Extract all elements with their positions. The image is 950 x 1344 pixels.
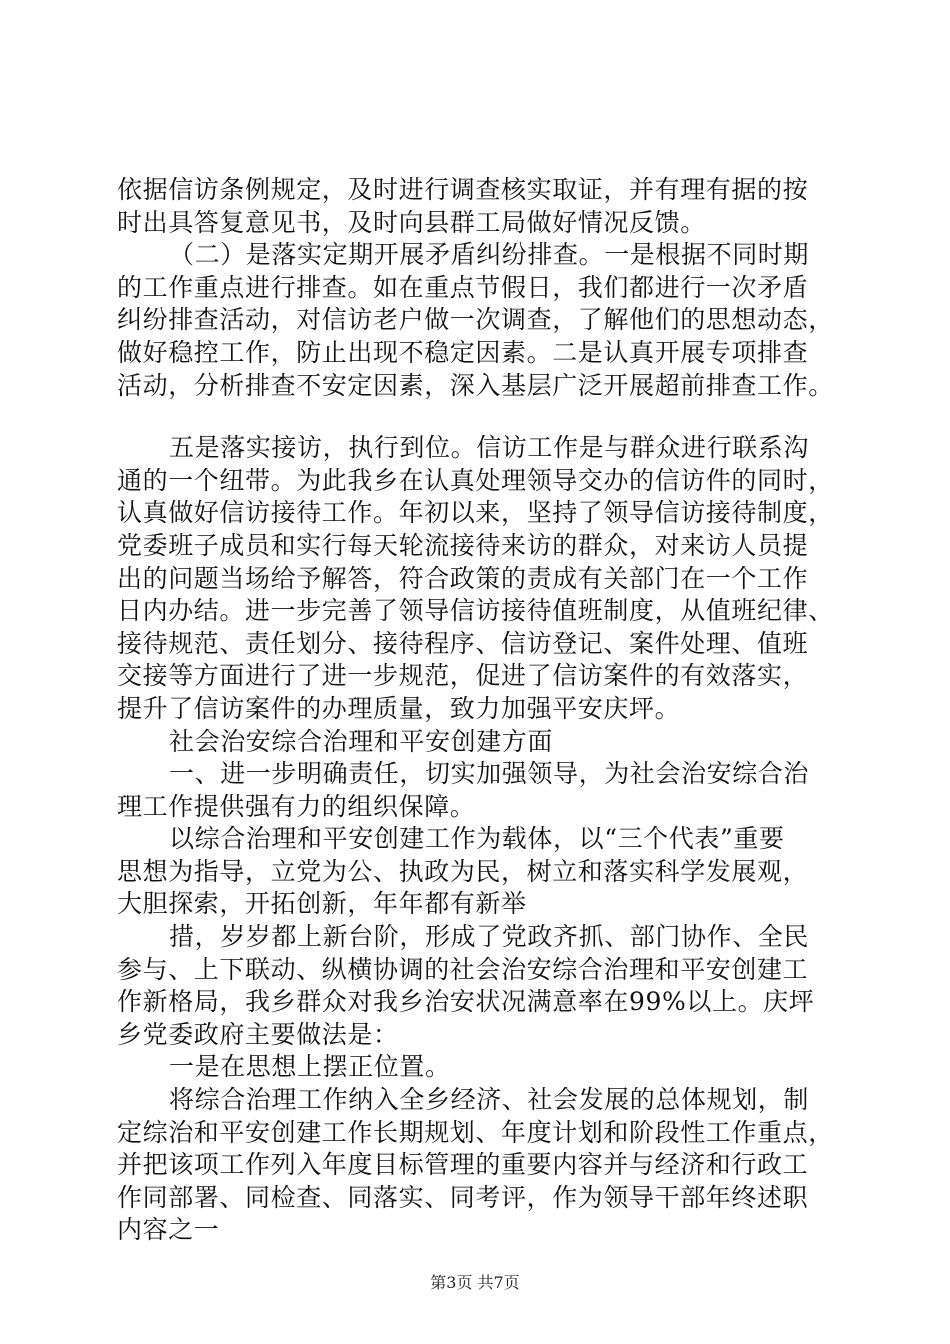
text-line: 做好稳控工作，防止出现不稳定因素。二是认真开展专项排查 — [117, 337, 809, 367]
text-line: 作同部署、同检查、同落实、同考评，作为领导干部年终述职 — [117, 1182, 809, 1212]
text-line: 乡党委政府主要做法是： — [117, 1019, 399, 1049]
text-line: （二）是落实定期开展矛盾纠纷排查。一是根据不同时期 — [169, 240, 810, 270]
text-line: 接待规范、责任划分、接待程序、信访登记、案件处理、值班 — [117, 628, 809, 658]
text-line: 并把该项工作列入年度目标管理的重要内容并与经济和行政工 — [117, 1150, 809, 1180]
text-line: 一、进一步明确责任，切实加强领导，为社会治安综合治 — [169, 759, 810, 789]
text-line: 参与、上下联动、纵横协调的社会治安综合治理和平安创建工 — [117, 954, 809, 984]
text-line: 认真做好信访接待工作。年初以来，坚持了领导信访接待制度， — [117, 498, 834, 528]
document-body — [117, 174, 857, 1247]
text-line: 定综治和平安创建工作长期规划、年度计划和阶段性工作重点， — [117, 1117, 834, 1147]
text-line: 党委班子成员和实行每天轮流接待来访的群众，对来访人员提 — [117, 530, 809, 560]
page-number: 第3页 共7页 — [430, 1273, 520, 1292]
text-line: 五是落实接访，执行到位。信访工作是与群众进行联系沟 — [169, 433, 810, 463]
text-line: 活动，分析排查不安定因素，深入基层广泛开展超前排查工作。 — [117, 370, 834, 400]
text-line: 通的一个纽带。为此我乡在认真处理领导交办的信访件的同时， — [117, 465, 834, 495]
text-line: 交接等方面进行了进一步规范，促进了信访案件的有效落实， — [117, 661, 809, 691]
text-line: 社会治安综合治理和平安创建方面 — [169, 726, 554, 756]
text-line: 大胆探索，开拓创新，年年都有新举 — [117, 889, 527, 919]
text-line: 的工作重点进行排查。如在重点节假日，我们都进行一次矛盾 — [117, 272, 809, 302]
text-line: 内容之一 — [117, 1215, 220, 1245]
paragraph-block-2 — [117, 432, 857, 1247]
text-line: 以综合治理和平安创建工作为载体，以“三个代表”重要 — [169, 824, 785, 854]
text-line: 理工作提供强有力的组织保障。 — [117, 791, 476, 821]
text-line: 纠纷排查活动，对信访老户做一次调查，了解他们的思想动态， — [117, 305, 834, 335]
paragraph-block-1 — [117, 174, 857, 402]
text-line: 提升了信访案件的办理质量，致力加强平安庆坪。 — [117, 693, 681, 723]
paragraph-gap — [117, 402, 857, 432]
text-line: 依据信访条例规定，及时进行调查核实取证，并有理有据的按 — [117, 175, 809, 204]
text-line: 措，岁岁都上新台阶，形成了党政齐抓、部门协作、全民 — [169, 922, 810, 952]
text-line: 时出具答复意见书，及时向县群工局做好情况反馈。 — [117, 207, 706, 237]
text-line: 将综合治理工作纳入全乡经济、社会发展的总体规划，制 — [169, 1085, 810, 1115]
text-line: 出的问题当场给予解答，符合政策的责成有关部门在一个工作 — [117, 563, 809, 593]
text-line: 思想为指导，立党为公、执政为民，树立和落实科学发展观， — [117, 856, 809, 886]
text-line: 一是在思想上摆正位置。 — [169, 1052, 451, 1082]
text-line: 作新格局，我乡群众对我乡治安状况满意率在99%以上。庆坪 — [117, 987, 815, 1017]
text-line: 日内办结。进一步完善了领导信访接待值班制度，从值班纪律、 — [117, 596, 834, 626]
